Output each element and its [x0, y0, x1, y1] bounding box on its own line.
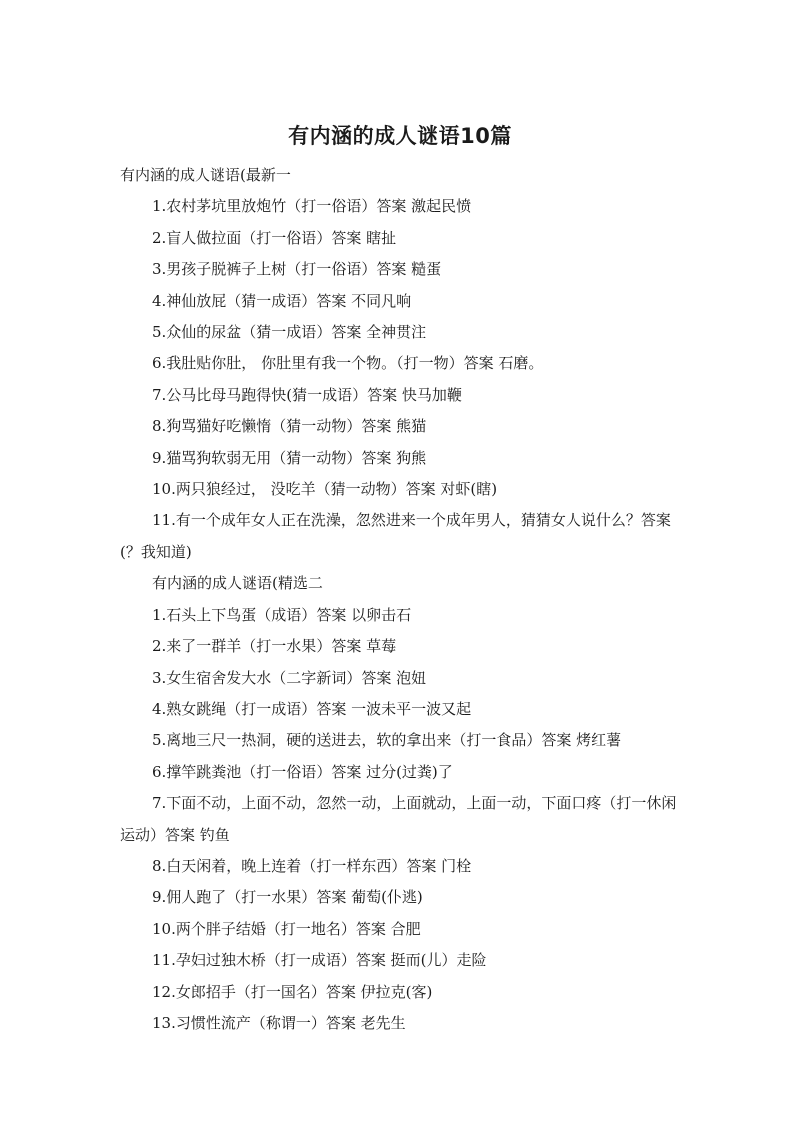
- riddle-item: 6.我肚贴你肚， 你肚里有我一个物。（打一物）答案 石磨。: [152, 354, 544, 373]
- riddle-item: 10.两只狼经过， 没吃羊（猜一动物）答案 对虾(瞎): [152, 480, 498, 499]
- riddle-item: 4.神仙放屁（猜一成语）答案 不同凡响: [152, 291, 412, 310]
- riddle-item: 5.离地三尺一热洞，硬的送进去，软的拿出来（打一食品）答案 烤红薯: [152, 731, 622, 750]
- riddle-item: 5.众仙的尿盆（猜一成语）答案 全神贯注: [152, 323, 427, 342]
- riddle-item: 9.猫骂狗软弱无用（猜一动物）答案 狗熊: [152, 448, 427, 467]
- riddle-item: 2.来了一群羊（打一水果）答案 草莓: [152, 637, 397, 656]
- riddle-item: 1.石头上下鸟蛋（成语）答案 以卵击石: [152, 605, 412, 624]
- riddle-item: 3.女生宿舍发大水（二字新词）答案 泡妞: [152, 668, 427, 687]
- riddle-item: 1.农村茅坑里放炮竹（打一俗语）答案 激起民愤: [152, 197, 472, 216]
- document-body: [120, 160, 680, 1039]
- riddle-item: 7.下面不动，上面不动，忽然一动，上面就动，上面一动，下面口疼（打一休闲运动）答案 钓鱼: [120, 794, 677, 844]
- riddle-item: 10.两个胖子结婚（打一地名）答案 合肥: [152, 919, 421, 938]
- riddle-item: 12.女郎招手（打一国名）答案 伊拉克(客): [152, 982, 433, 1001]
- section-heading: 有内涵的成人谜语(最新一: [120, 166, 291, 184]
- section-heading: 有内涵的成人谜语(精选二: [152, 574, 323, 593]
- document-title: 有内涵的成人谜语10篇: [288, 124, 512, 148]
- riddle-item: 11.孕妇过独木桥（打一成语）答案 挺而(儿）走险: [152, 951, 487, 970]
- riddle-item: 2.盲人做拉面（打一俗语）答案 瞎扯: [152, 228, 397, 247]
- riddle-item: 7.公马比母马跑得快(猜一成语）答案 快马加鞭: [152, 385, 462, 404]
- riddle-item: 8.白天闲着，晚上连着（打一样东西）答案 门栓: [152, 856, 472, 875]
- riddle-item: 4.熟女跳绳（打一成语）答案 一波未平一波又起: [152, 699, 472, 718]
- riddle-item: 13.习惯性流产（称谓一）答案 老先生: [152, 1013, 406, 1032]
- riddle-item: 6.撑竿跳粪池（打一俗语）答案 过分(过粪)了: [152, 762, 453, 781]
- riddle-item: 9.佣人跑了（打一水果）答案 葡萄(仆逃): [152, 888, 423, 907]
- riddle-item: 3.男孩子脱裤子上树（打一俗语）答案 糙蛋: [152, 260, 442, 279]
- riddle-item: 11.有一个成年女人正在洗澡，忽然进来一个成年男人，猜猜女人说什么？答案(？我知道): [120, 511, 671, 561]
- riddle-item: 8.狗骂猫好吃懒惰（猜一动物）答案 熊猫: [152, 417, 427, 436]
